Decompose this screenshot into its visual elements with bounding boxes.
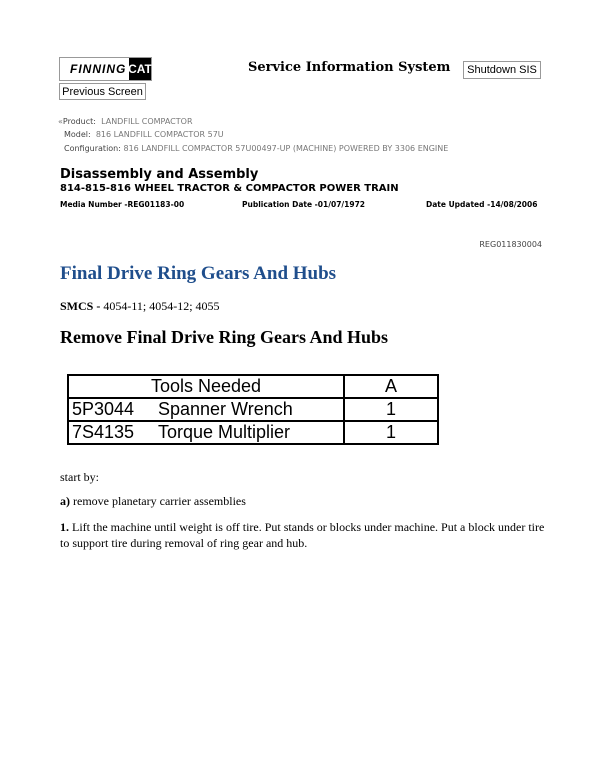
smcs-line [60,299,220,314]
product-label: Product: [62,117,96,126]
step-a-label: a) [60,494,70,508]
part-number: 5P3044 [68,398,155,421]
finning-cat-logo [59,57,152,81]
smcs-label: SMCS - [60,299,101,313]
smcs-codes: 4054-11; 4054-12; 4055 [100,299,220,313]
logo-text: FINNING [70,62,127,76]
page-title: Final Drive Ring Gears And Hubs [60,263,337,284]
table-header-row [68,375,438,398]
table-row [68,398,438,421]
publication-date: Publication Date -01/07/1972 [242,200,366,209]
step-1-label: 1. [60,520,69,534]
tools-table [67,374,439,445]
step-1 [60,519,545,551]
product-value: LANDFILL COMPACTOR [101,117,193,126]
tools-header: Tools Needed [68,375,344,398]
model-line [64,130,224,139]
tool-name: Torque Multiplier [155,421,344,444]
step-1-text: Lift the machine until weight is off tire. Put stands or blocks under machine. Put a block under tire to support tire during removal of ring gear and hub. [60,520,545,550]
tool-name: Spanner Wrench [155,398,344,421]
procedure-heading: Remove Final Drive Ring Gears And Hubs [60,327,389,347]
logo-badge: CAT [129,58,151,80]
app-title: Service Information System [248,60,451,75]
config-label: Configuration: [64,144,121,153]
table-row [68,421,438,444]
config-value: 816 LANDFILL COMPACTOR 57U00497-UP (MACHINE) POWERED BY 3306 ENGINE [123,144,449,153]
date-updated: Date Updated -14/08/2006 [426,200,538,209]
media-number: Media Number -REG01183-00 [60,200,185,209]
part-number: 7S4135 [68,421,155,444]
reference-id: REG011830004 [479,240,542,249]
column-a-header: A [344,375,438,398]
start-by: start by: [60,470,99,484]
tool-qty: 1 [344,421,438,444]
manual-subtitle: 814-815-816 WHEEL TRACTOR & COMPACTOR POWER TRAIN [60,183,399,194]
model-label: Model: [64,130,91,139]
shutdown-sis-button[interactable]: Shutdown SIS [463,61,541,79]
tool-qty: 1 [344,398,438,421]
model-value: 816 LANDFILL COMPACTOR 57U [95,130,224,139]
product-line: «Product: LANDFILL COMPACTOR [58,117,193,126]
step-a [60,494,246,509]
previous-screen-button[interactable]: Previous Screen [59,83,146,100]
step-a-text: remove planetary carrier assemblies [70,494,246,508]
config-line [64,144,448,153]
section-title: Disassembly and Assembly [60,167,259,182]
